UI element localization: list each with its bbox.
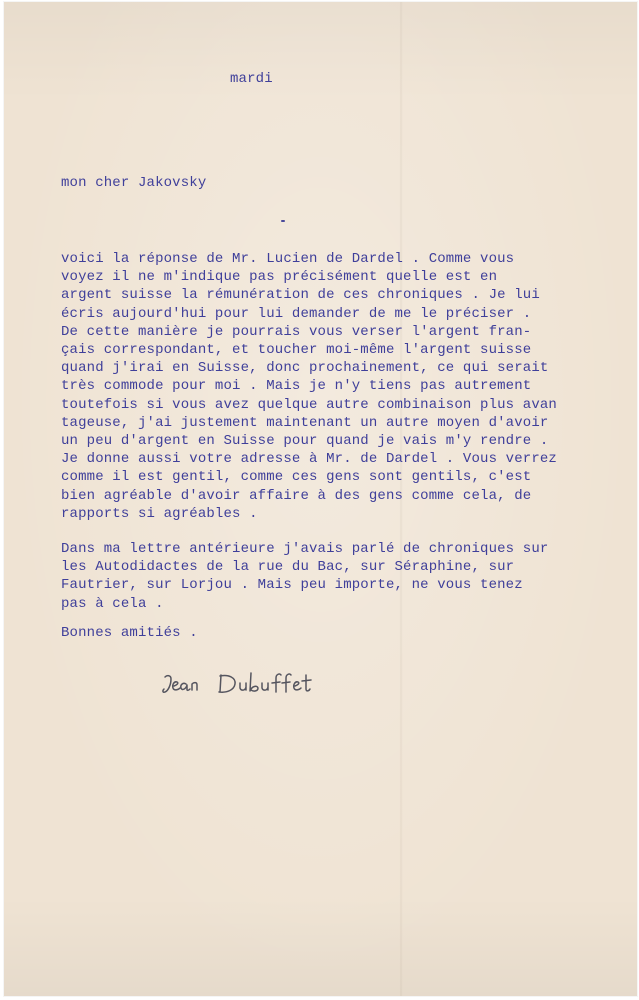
letter-closing xyxy=(61,624,198,642)
ink-dot-mark xyxy=(281,220,285,222)
body-line: Dans ma lettre antérieure j'avais parlé de chroniques sur xyxy=(61,541,549,557)
body-line: un peu d'argent en Suisse pour quand je vais m'y rendre . xyxy=(61,433,549,450)
letter-body-paragraph-2 xyxy=(61,540,548,613)
body-line: argent suisse la rémunération de ces chroniques . Je lui xyxy=(61,287,540,304)
body-line: les Autodidactes de la rue du Bac, sur Séraphine, sur xyxy=(61,559,515,576)
body-line: Je donne aussi votre adresse à Mr. de Dardel . Vous verrez xyxy=(61,451,557,468)
body-line: voici la réponse de Mr. Lucien de Dardel . Comme vous xyxy=(61,251,515,267)
body-line: comme il est gentil, comme ces gens sont gentils, c'est xyxy=(61,469,532,486)
letter-salutation: mon cher Jakovsky xyxy=(61,175,207,191)
body-line: toutefois si vous avez quelque autre combinaison plus avan xyxy=(61,396,557,413)
letter-sheet xyxy=(4,2,637,996)
body-line: Fautrier, sur Lorjou . Mais peu importe, ne vous tenez xyxy=(61,577,523,594)
body-line: çais correspondant, et toucher moi-même l'argent suisse xyxy=(61,342,532,359)
body-line: bien agréable d'avoir affaire à des gens comme cela, de xyxy=(61,487,532,504)
body-line: écris aujourd'hui pour lui demander de me le préciser . xyxy=(61,305,532,322)
body-line: De cette manière je pourrais vous verser l'argent fran- xyxy=(61,323,532,340)
body-line: quand j'irai en Suisse, donc prochainement, ce qui serait xyxy=(61,360,549,377)
body-line: tageuse, j'ai justement maintenant un autre moyen d'avoir xyxy=(61,414,549,431)
body-line: voyez il ne m'indique pas précisément quelle est en xyxy=(61,269,498,286)
body-line: très commode pour moi . Mais je n'y tiens pas autrement xyxy=(61,378,532,395)
body-line: rapports si agréables . xyxy=(61,505,258,522)
handwritten-signature xyxy=(159,665,334,701)
letter-date: mardi xyxy=(230,71,273,87)
body-line: pas à cela . xyxy=(61,595,164,612)
closing-line: Bonnes amitiés . xyxy=(61,625,198,641)
letter-body-paragraph-1 xyxy=(61,250,557,523)
